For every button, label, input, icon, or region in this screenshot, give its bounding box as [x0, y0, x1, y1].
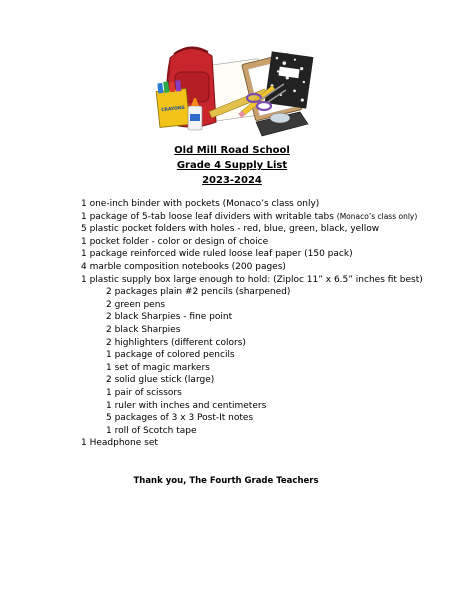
supply-box-item [81, 311, 461, 324]
supply-item-text: 2 packages plain #2 pencils (sharpened) [106, 287, 291, 298]
supply-box-item [81, 425, 461, 438]
supply-item-text: 1 one-inch binder with pockets (Monaco’s class only) [81, 199, 320, 209]
school-year: 2023-2024 [202, 175, 262, 186]
supply-item [81, 236, 461, 249]
supply-item-text: 2 green pens [106, 299, 166, 310]
supply-item [81, 261, 461, 274]
supply-list [81, 198, 461, 450]
supply-box-item [81, 400, 461, 413]
thank-you-note: Thank you, The Fourth Grade Teachers [133, 476, 319, 486]
supply-item-text: 5 plastic pocket folders with holes - red, blue, green, black, yellow [81, 224, 380, 235]
supply-item-text: 1 set of magic markers [106, 362, 210, 373]
school-name: Old Mill Road School [174, 145, 290, 156]
supply-item-text: 5 packages of 3 x 3 Post-It notes [106, 413, 254, 424]
supply-item-note: (Monaco’s class only) [336, 211, 418, 221]
supply-item-text: 1 package of colored pencils [106, 350, 235, 361]
supply-item-text: 1 pair of scissors [106, 387, 182, 398]
supply-box-item [81, 387, 461, 400]
supply-item-text: 1 plastic supply box large enough to hold: (Ziploc 11” x 6.5” inches fit best) [81, 274, 423, 285]
supply-item-text: 1 package reinforced wide ruled loose leaf paper (150 pack) [81, 249, 353, 260]
supply-box-item [81, 286, 461, 299]
supply-item [81, 437, 461, 450]
supply-item-text: 2 black Sharpies - fine point [106, 312, 233, 323]
supply-item-text: 1 pocket folder - color or design of choice [81, 236, 269, 247]
supply-box-item [81, 362, 461, 375]
list-title: Grade 4 Supply List [176, 160, 288, 171]
supply-box-item [81, 412, 461, 425]
supply-item-text: 1 roll of Scotch tape [106, 425, 197, 436]
supply-item-text: 1 package of 5-tab loose leaf dividers with writable tabs [81, 211, 337, 222]
school-supplies-illustration [150, 40, 320, 140]
supply-item [81, 211, 461, 224]
supply-box-item [81, 349, 461, 362]
supply-item-text: 1 Headphone set [81, 438, 158, 449]
supply-item-text: 2 black Sharpies [106, 324, 181, 335]
svg-text:CRAYONS: CRAYONS [161, 105, 186, 114]
supply-item [81, 198, 461, 211]
supply-item [81, 223, 461, 236]
supply-item-text: 2 solid glue stick (large) [106, 375, 215, 386]
supply-box-item [81, 374, 461, 387]
supply-item-text: 1 ruler with inches and centimeters [106, 400, 267, 411]
supply-box-item [81, 299, 461, 312]
supply-item-text: 2 highlighters (different colors) [106, 337, 246, 348]
supply-item [81, 248, 461, 261]
supply-item [81, 274, 461, 287]
list-header [0, 143, 464, 188]
supply-box-item [81, 337, 461, 350]
supply-item-text: 4 marble composition notebooks (200 pages) [81, 261, 286, 272]
supply-box-item [81, 324, 461, 337]
